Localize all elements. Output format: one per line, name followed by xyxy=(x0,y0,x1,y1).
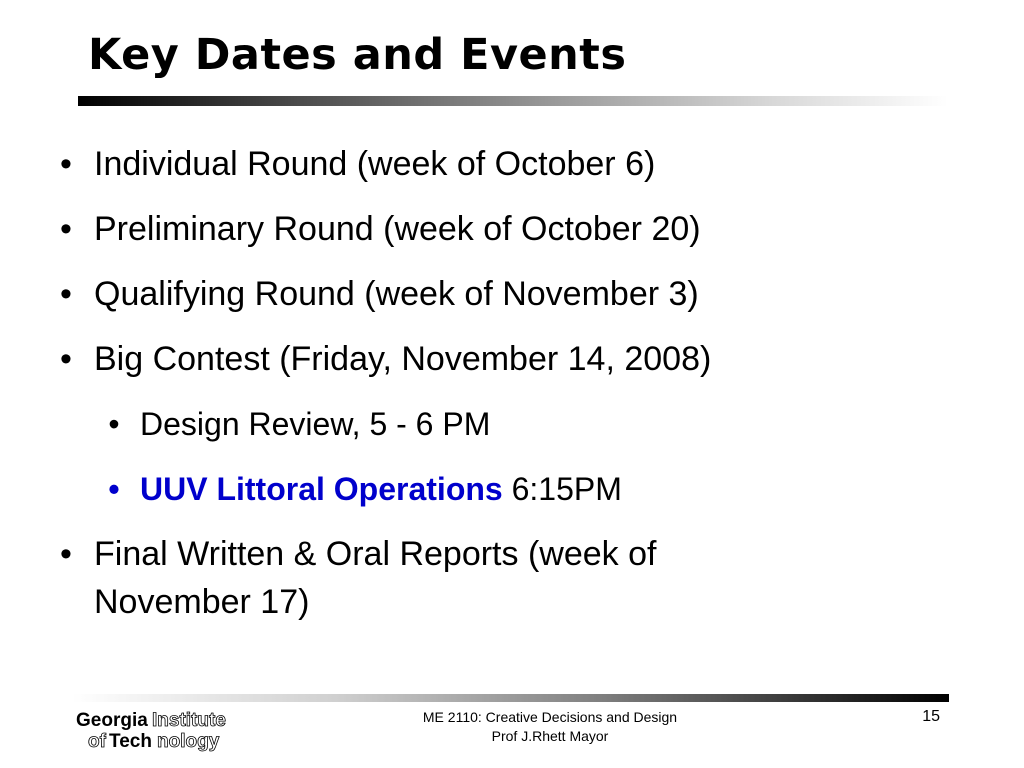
bullet-item xyxy=(54,270,954,318)
bullet-text: Design Review, 5 - 6 PM xyxy=(140,406,491,442)
slide-title: Key Dates and Events xyxy=(88,30,627,80)
bullet-marker: • xyxy=(60,340,72,378)
sub-bullet-item xyxy=(102,400,954,448)
bullet-item xyxy=(54,530,954,626)
title-divider xyxy=(78,96,948,106)
bullet-item xyxy=(54,140,954,188)
svg-text:nology: nology xyxy=(157,731,220,752)
footer-divider xyxy=(72,694,949,702)
page-number: 15 xyxy=(922,708,940,725)
bullet-marker: • xyxy=(60,145,72,183)
bullet-text: Final Written & Oral Reports (week of November 17) xyxy=(94,535,657,621)
bullet-marker: • xyxy=(60,210,72,248)
svg-text:of: of xyxy=(88,731,106,752)
sub-bullet-item xyxy=(102,465,954,513)
bullet-text: 6:15PM xyxy=(502,471,622,507)
bullet-list xyxy=(54,140,954,643)
bullet-item xyxy=(54,205,954,253)
course-name: ME 2110: Creative Decisions and Design xyxy=(422,709,678,725)
bullet-text: Qualifying Round (week of November 3) xyxy=(94,275,699,313)
bullet-marker: • xyxy=(60,275,72,313)
svg-text:Tech: Tech xyxy=(109,731,152,752)
bullet-marker: • xyxy=(108,406,120,442)
bullet-text: Big Contest (Friday, November 14, 2008) xyxy=(94,340,712,378)
instructor-name: Prof J.Rhett Mayor xyxy=(491,728,609,744)
bullet-marker: • xyxy=(60,535,72,573)
georgia-tech-logo xyxy=(76,706,296,752)
bullet-text: Preliminary Round (week of October 20) xyxy=(94,210,701,248)
bullet-text: Individual Round (week of October 6) xyxy=(94,145,656,183)
bullet-item xyxy=(54,335,954,383)
svg-text:Georgia: Georgia xyxy=(76,710,148,731)
footer-course-info xyxy=(380,708,720,746)
bullet-marker: • xyxy=(108,471,120,507)
highlighted-event: UUV Littoral Operations xyxy=(140,471,503,507)
svg-text:Institute: Institute xyxy=(152,710,226,731)
